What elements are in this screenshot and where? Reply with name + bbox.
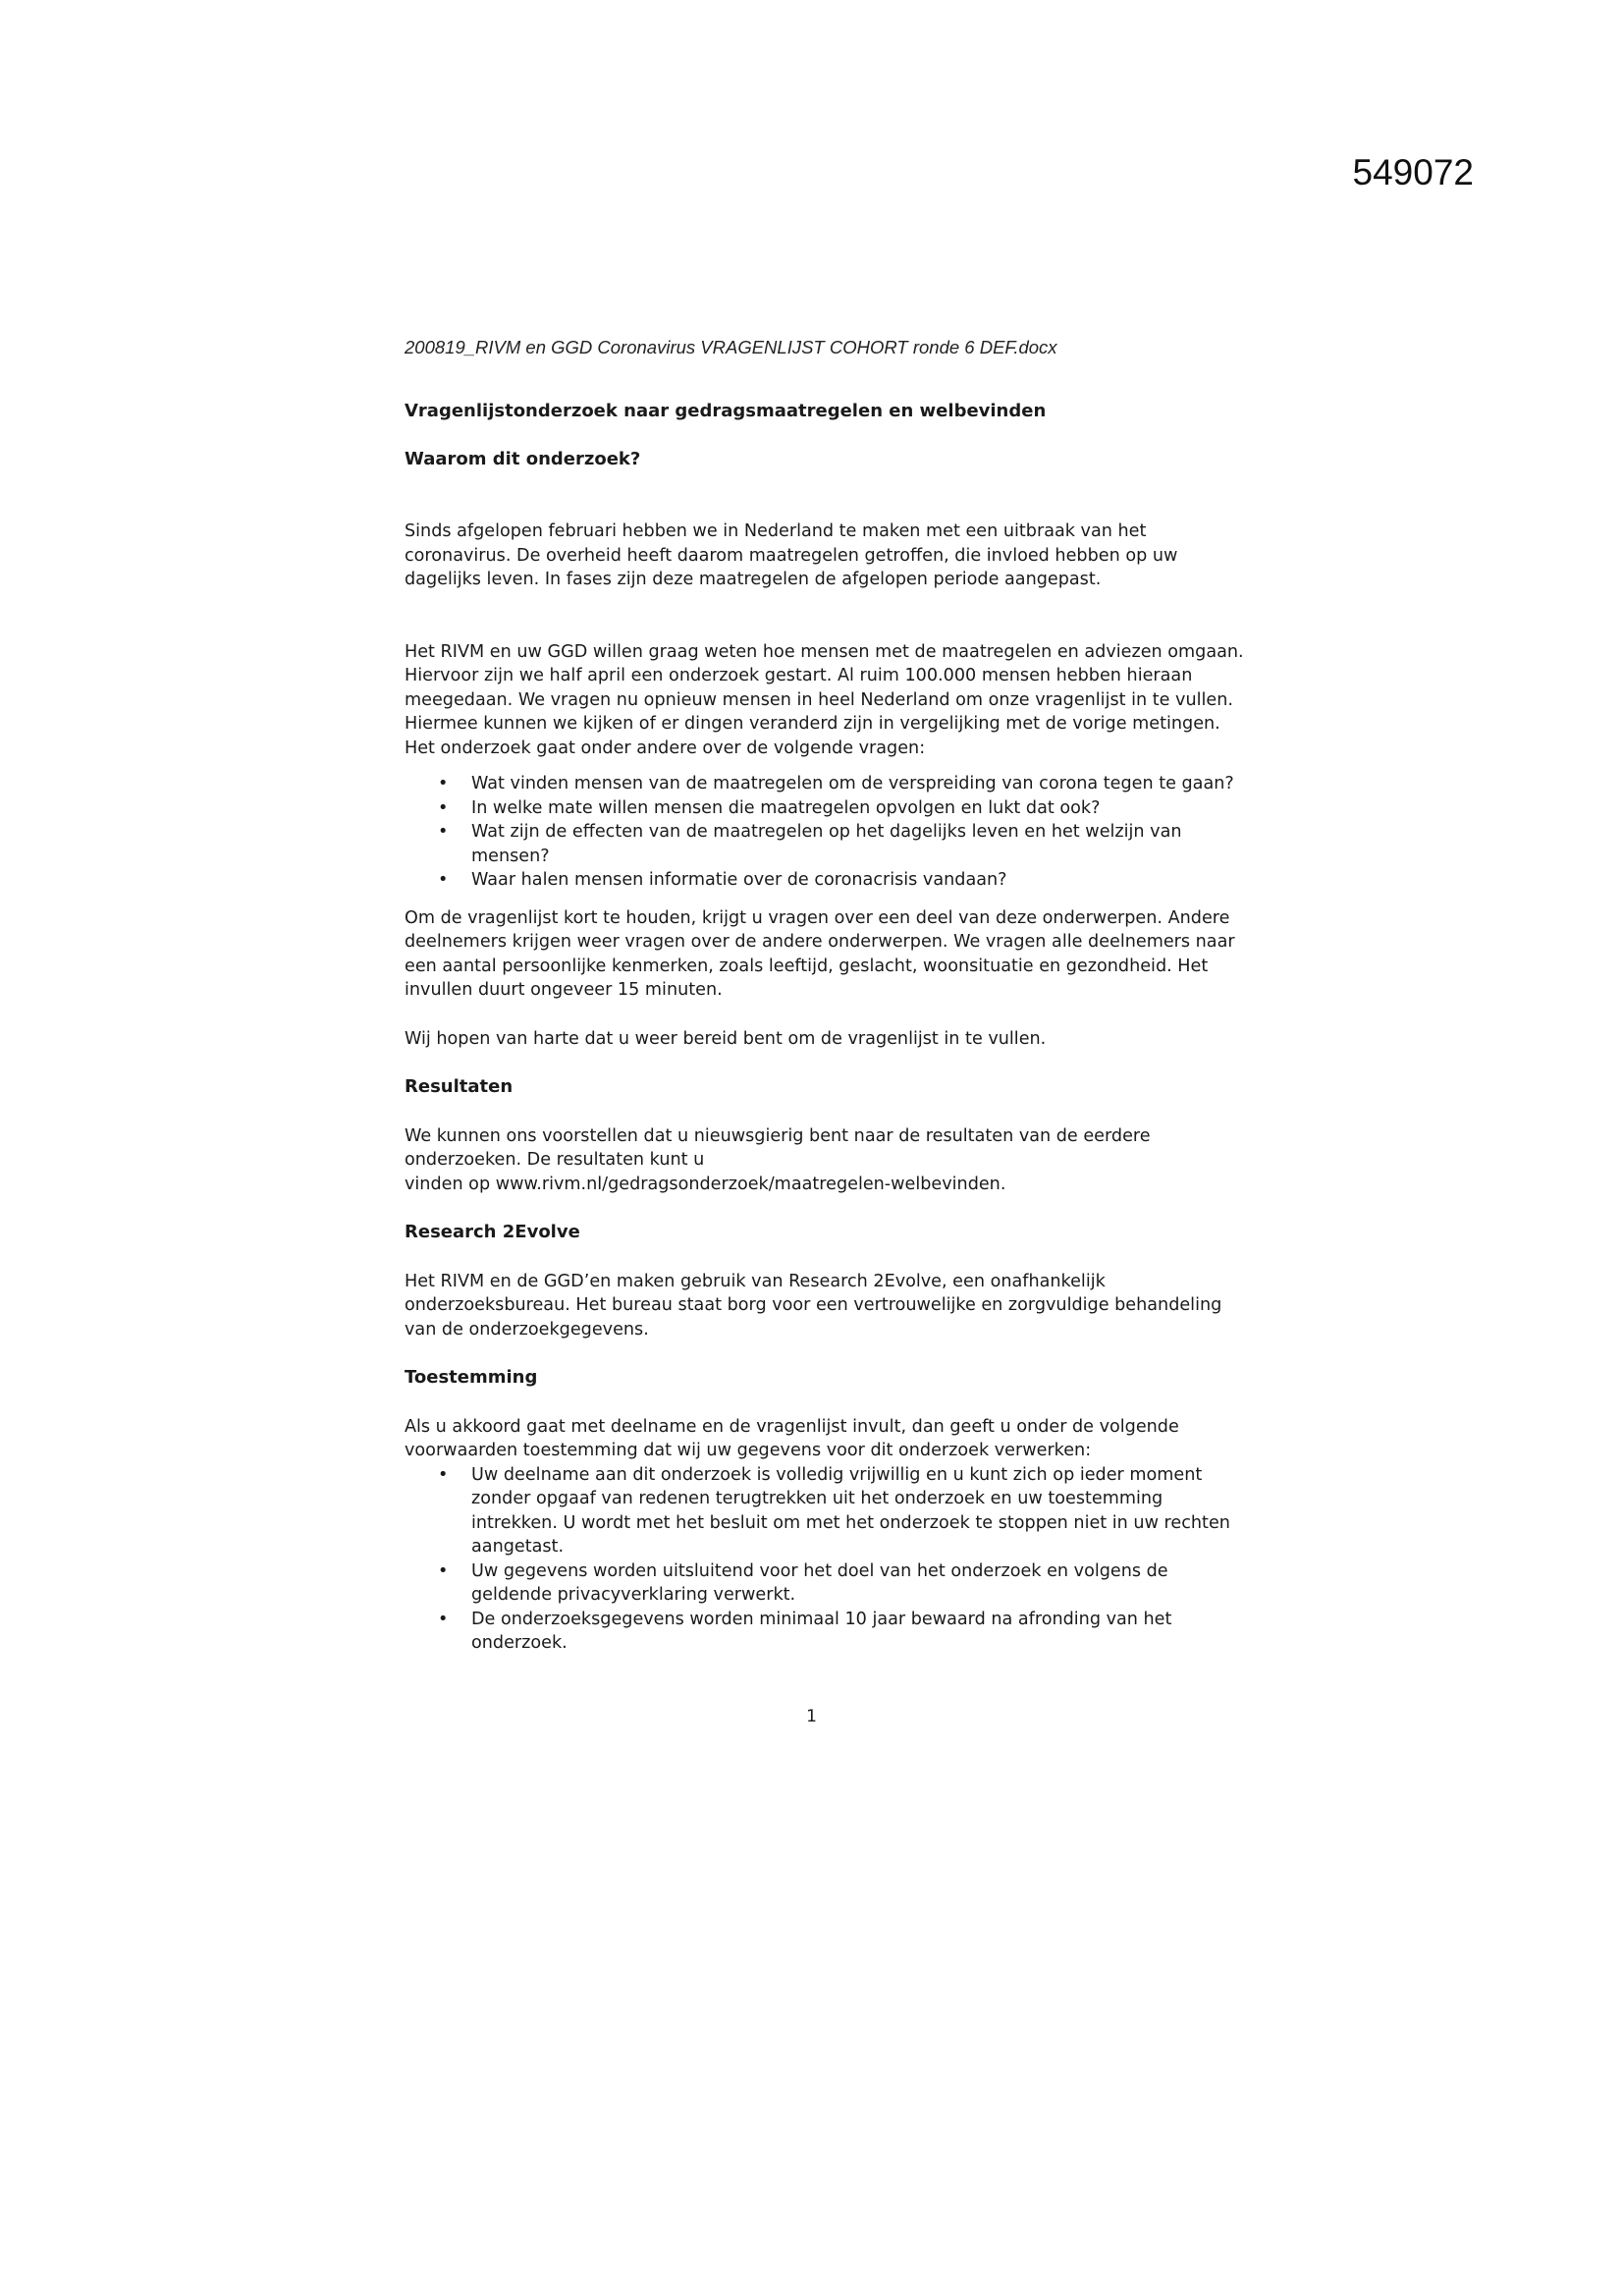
list-item-text: In welke mate willen mensen die maatregelen opvolgen en lukt dat ook? [471, 797, 1101, 818]
paragraph: Sinds afgelopen februari hebben we in Nederland te maken met een uitbraak van het coronavirus. De overheid heeft daarom maatregelen getroffen, die invloed hebben op uw dagelijks leven. In fases zijn deze maatregelen de afgelopen periode aangepast. [405, 521, 1178, 589]
list-item [438, 1608, 1249, 1656]
list-item-text: Wat zijn de effecten van de maatregelen op het dagelijks leven en het welzijn van mensen? [471, 822, 1182, 866]
list-item [438, 1559, 1249, 1608]
paragraph: Het onderzoek gaat onder andere over de volgende vragen: [405, 738, 926, 758]
paragraph-line: We kunnen ons voorstellen dat u nieuwsgierig bent naar de resultaten van de eerdere [405, 1125, 1151, 1146]
document-body [405, 400, 1249, 1656]
document-title: Vragenlijstonderzoek naar gedragsmaatregelen en welbevinden [405, 401, 1047, 421]
list-item-text: Wat vinden mensen van de maatregelen om de verspreiding van corona tegen te gaan? [471, 774, 1234, 793]
paragraph-line: onderzoeken. De resultaten kunt u [405, 1150, 705, 1170]
section-heading-toestemming: Toestemming [405, 1367, 538, 1388]
document-number: 549072 [1352, 152, 1474, 192]
bullet-icon: • [438, 822, 449, 842]
list-item-text: Uw gegevens worden uitsluitend voor het doel van het onderzoek en volgens de geldende privacyverklaring verwerkt. [471, 1560, 1168, 1605]
section-heading-resultaten: Resultaten [405, 1076, 514, 1097]
list-item [438, 1463, 1249, 1559]
paragraph: Wij hopen van harte dat u weer bereid bent om de vragenlijst in te vullen. [405, 1028, 1047, 1049]
list-item-text: Waar halen mensen informatie over de coronacrisis vandaan? [471, 870, 1007, 890]
section-heading-research: Research 2Evolve [405, 1222, 580, 1242]
list-item-text: De onderzoeksgegevens worden minimaal 10 jaar bewaard na afronding van het onderzoek. [471, 1609, 1172, 1653]
list-item [438, 820, 1249, 868]
bullet-icon: • [438, 870, 449, 890]
list-item [438, 868, 1249, 893]
paragraph: Om de vragenlijst kort te houden, krijgt u vragen over een deel van deze onderwerpen. Andere deelnemers krijgen weer vragen over de andere onderwerpen. We vragen alle deelnemers naar een aantal persoonlijke kenmerken, zoals leeftijd, geslacht, woonsituatie en gezondheid. Het invullen duurt ongeveer 15 minuten. [405, 907, 1235, 1000]
bullet-icon: • [438, 1609, 449, 1629]
bullet-list-questions [405, 772, 1249, 893]
page-number: 1 [806, 1707, 817, 1726]
bullet-icon: • [438, 1560, 449, 1581]
list-item [438, 772, 1249, 796]
bullet-list-consent [405, 1463, 1249, 1656]
list-item [438, 796, 1249, 821]
paragraph-line: vinden op www.rivm.nl/gedragsonderzoek/maatregelen-welbevinden. [405, 1174, 1006, 1194]
paragraph: Het RIVM en de GGD’en maken gebruik van Research 2Evolve, een onafhankelijk onderzoeksbureau. Het bureau staat borg voor een vertrouwelijke en zorgvuldige behandeling van de onderzoekgegevens. [405, 1271, 1222, 1339]
document-filename: 200819_RIVM en GGD Coronavirus VRAGENLIJST COHORT ronde 6 DEF.docx [405, 337, 1057, 357]
bullet-icon: • [438, 797, 449, 818]
bullet-icon: • [438, 774, 449, 793]
bullet-icon: • [438, 1464, 449, 1485]
list-item-text: Uw deelname aan dit onderzoek is volledig vrijwillig en u kunt zich op ieder moment zonder opgaaf van redenen terugtrekken uit het onderzoek en uw toestemming intrekken. U wordt met het besluit om met het onderzoek te stoppen niet in uw rechten aangetast. [471, 1464, 1230, 1557]
paragraph: Als u akkoord gaat met deelname en de vragenlijst invult, dan geeft u onder de volgende voorwaarden toestemming dat wij uw gegevens voor dit onderzoek verwerken: [405, 1416, 1179, 1460]
section-heading-waarom: Waarom dit onderzoek? [405, 448, 641, 469]
paragraph: Het RIVM en uw GGD willen graag weten hoe mensen met de maatregelen en adviezen omgaan. Hiervoor zijn we half april een onderzoek gestart. Al ruim 100.000 mensen hebben hieraan meegedaan. We vragen nu opnieuw mensen in heel Nederland om onze vragenlijst in te vullen. Hiermee kunnen we kijken of er dingen veranderd zijn in vergelijking met de vorige metingen. [405, 641, 1244, 734]
